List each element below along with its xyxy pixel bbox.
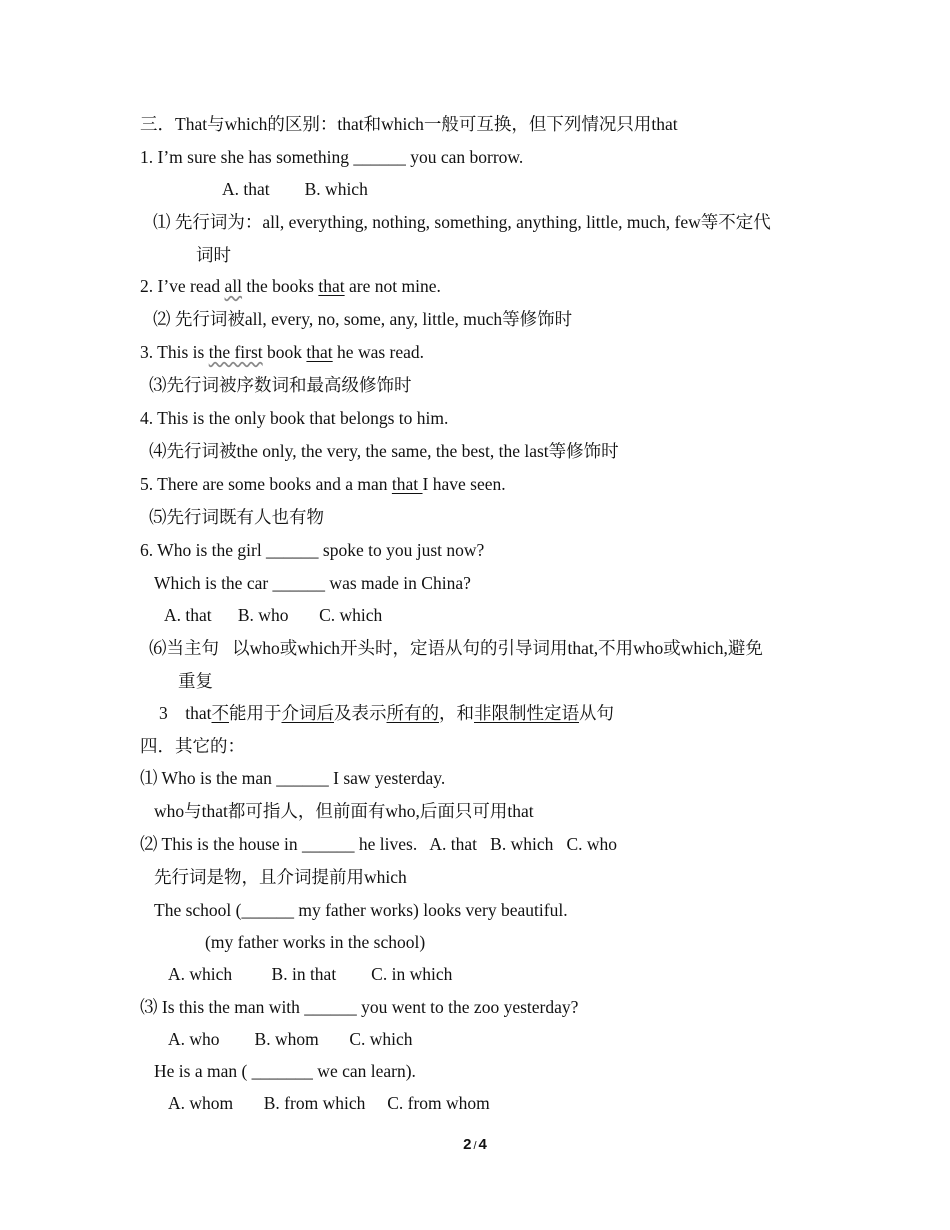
example-sentence-6: 6. Who is the girl ______ spoke to you just now? [140,540,485,560]
other-note-1: who与that都可指人，但前面有who,后面只可用that [154,801,534,821]
rule-5: ⑸先行词既有人也有物 [149,507,324,527]
other-example-1: ⑴ Who is the man ______ I saw yesterday. [140,768,446,788]
text-segment: the books [242,276,319,296]
example-sentence-1: 1. I’m sure she has something ______ you can borrow. [140,147,524,167]
text-segment: 从句 [579,703,614,723]
underlined-word: 所有的 [386,703,439,723]
rule-6-continued: 重复 [178,671,213,691]
answer-options-2b: A. which B. in that C. in which [168,964,453,984]
other-example-2b: The school (______ my father works) looks very beautiful. [154,900,568,920]
text-segment: 及表示 [334,703,387,723]
page-separator: / [473,1140,477,1152]
text-segment: he was read. [332,342,425,362]
text-segment: 3 that [159,703,212,723]
text-segment: 能用于 [229,703,282,723]
underlined-word: the first [208,342,263,362]
example-sentence-2 [140,275,441,297]
other-example-3b: He is a man ( _______ we can learn). [154,1061,416,1081]
answer-options-3: A. who B. whom C. which [168,1029,413,1049]
rule-that-restriction [159,702,614,724]
other-note-2: 先行词是物，且介词提前用which [154,867,407,887]
underlined-word: that [318,276,345,296]
underlined-word: that [391,474,423,494]
other-example-3: ⑶ Is this the man with ______ you went to the zoo yesterday? [140,997,579,1017]
answer-options-3b: A. whom B. from which C. from whom [168,1093,490,1113]
rule-2: ⑵ 先行词被all, every, no, some, any, little, much等修饰时 [153,309,573,329]
underlined-word: 非限制性定语 [474,703,579,723]
text-segment: 2. I’ve read [140,276,225,296]
other-example-2b-hint: (my father works in the school) [205,932,426,952]
rule-1: ⑴ 先行词为：all, everything, nothing, something, anything, little, much, few等不定代 [153,212,771,232]
text-segment: ，和 [439,703,474,723]
rule-3: ⑶先行词被序数词和最高级修饰时 [149,375,412,395]
other-example-2: ⑵ This is the house in ______ he lives. A. that B. which C. who [140,834,618,854]
underlined-word: 介词后 [281,703,334,723]
example-sentence-3 [140,341,424,363]
rule-6: ⑹当主句 以who或which开头时，定语从句的引导词用that,不用who或which,避免 [149,638,763,658]
text-segment: 5. There are some books and a man [140,474,392,494]
text-segment: book [262,342,307,362]
section-heading-others: 四．其它的： [140,736,245,756]
total-pages-number: 4 [478,1136,487,1153]
answer-options-1: A. that B. which [222,179,368,199]
text-segment: 3. This is [140,342,209,362]
rule-4: ⑷先行词被the only, the very, the same, the best, the last等修饰时 [149,441,619,461]
example-sentence-6b: Which is the car ______ was made in China? [154,573,471,593]
current-page-number: 2 [463,1136,472,1153]
answer-options-6: A. that B. who C. which [164,605,383,625]
underlined-word: all [224,276,243,296]
text-segment: are not mine. [344,276,441,296]
example-sentence-5 [140,473,506,495]
underlined-word: that [306,342,333,362]
example-sentence-4: 4. This is the only book that belongs to him. [140,408,449,428]
page-indicator [0,1136,950,1153]
rule-1-continued: 词时 [196,245,231,265]
underlined-word: 不 [211,703,229,723]
section-heading-that-vs-which: 三．That与which的区别：that和which一般可互换，但下列情况只用that [140,114,678,134]
text-segment: I have seen. [422,474,506,494]
